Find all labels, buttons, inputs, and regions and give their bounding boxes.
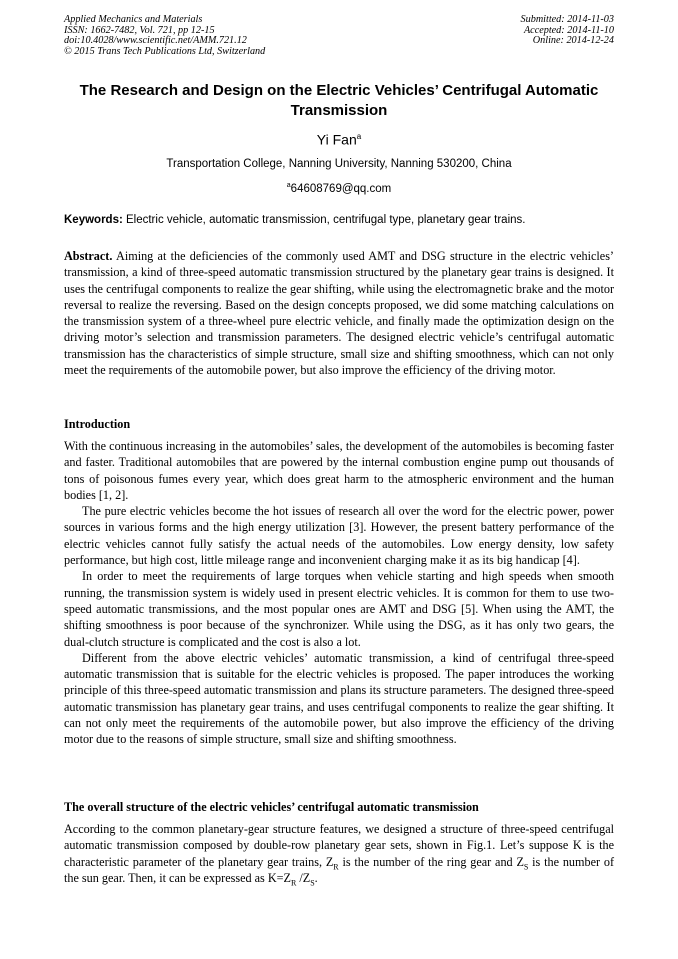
keywords (64, 213, 614, 228)
online-date: Online: 2014-12-24 (532, 35, 614, 47)
structure-body (64, 821, 614, 886)
paper-title: The Research and Design on the Electric Vehicles’ Centrifugal Automatic Transmission (79, 82, 599, 119)
structure-text: . (314, 870, 318, 885)
intro-paragraph: With the continuous increasing in the automobiles’ sales, the development of the automobiles is becoming faster and faster. Traditional automobiles that are powered by the internal combustion engine pump out thousands of tons of poisonous fumes every year, which does great harm to the atmospheric environment and the human bodies [1, 2]. (64, 439, 614, 502)
structure-text: is the number of the ring gear and Z (338, 854, 524, 869)
intro-paragraph: The pure electric vehicles become the hot issues of research all over the word for the electric power, power sources in various forms and the high energy utilization [3]. However, the present battery performance of the electric vehicles cannot fully satisfy the actual needs of the automobiles. Low energy density, low safety performance, but high cost, little mileage range and inconvenient charging make it as its big handicap [4]. (64, 504, 614, 568)
keywords-label: Keywords: (64, 214, 123, 226)
abstract (64, 248, 614, 378)
structure-text: is the number of the sun gear. Then, it can be expressed as K=Z (64, 854, 615, 885)
introduction-body (64, 438, 614, 748)
structure-paragraph (64, 821, 614, 886)
intro-paragraph: In order to meet the requirements of large torques when vehicle starting and high speeds when smooth running, the transmission system is widely used in present electric vehicles. It is common for them to use two-speed automatic transmissions, and the most popular ones are AMT and DSG [5]. When using the AMT, the shifting smoothness is poor because of the synchronizer. While using the DSG, as it has only two gears, the dual-clutch structure is complicated and the cost is also a lot. (64, 569, 614, 649)
keywords-text: Electric vehicle, automatic transmission, centrifugal type, planetary gear trains. (122, 214, 526, 226)
author-email (64, 178, 614, 197)
accepted-date: Accepted: 2014-11-10 (523, 24, 614, 36)
publication-dates (521, 15, 614, 47)
affiliation: Transportation College, Nanning University, Nanning 530200, China (166, 158, 512, 170)
introduction-heading: Introduction (64, 417, 131, 431)
author-affil-mark: a (356, 132, 362, 141)
journal-name: Applied Mechanics and Materials (64, 14, 203, 25)
email-address: 64608769@qq.com (290, 182, 392, 195)
structure-text: According to the common planetary-gear structure features, we designed a structure of three-speed centrifugal automatic transmission composed by double-row planetary gear sets, shown in Fig.1. Let’s suppose K is the characteristic parameter of the planetary gear trains, Z (64, 822, 614, 869)
issn-line: ISSN: 1662-7482, Vol. 721, pp 12-15 (64, 24, 215, 36)
subscript-s: S (523, 862, 529, 872)
copyright-line: © 2015 Trans Tech Publications Ltd, Switzerland (64, 45, 266, 57)
submitted-date: Submitted: 2014-11-03 (520, 14, 614, 25)
subscript-r: R (333, 862, 339, 872)
structure-heading: The overall structure of the electric vehicles’ centrifugal automatic transmission (64, 800, 479, 814)
journal-info (64, 15, 265, 57)
subscript-r: R (290, 878, 297, 888)
subscript-s: S (310, 878, 315, 888)
doi-line: doi:10.4028/www.scientific.net/AMM.721.12 (64, 35, 247, 47)
structure-text: /Z (296, 870, 311, 885)
author-name: Yi Fan (316, 131, 357, 148)
email-affil-mark: a (286, 182, 291, 189)
abstract-label: Abstract. (64, 249, 113, 263)
intro-paragraph: Different from the above electric vehicles’ automatic transmission, a kind of centrifugal three-speed automatic transmission that is suitable for the electric vehicles is proposed. The paper introduces the working principle of this three-speed automatic transmission and plans its structure parameters. The designed three-speed automatic transmission has planetary gear trains, and uses centrifugal components to realize the gear shifting. It can not only meet the requirements of the automobile power, but also improve the efficiency of the driving motor due to the reasons of simple structure, small size and shifting smoothness. (64, 650, 614, 747)
author (64, 128, 614, 149)
abstract-text: Aiming at the deficiencies of the commonly used AMT and DSG structure in the electric vehicles’ transmission, a kind of three-speed automatic transmission structured by the planetary gear trains is designed. It uses the centrifugal components to realize the gear shifting, while using the electromagnetic brake and the motor reversal to realize the reversing. Based on the design concepts proposed, we did some matching calculations on the transmission system of a three-wheel pure electric vehicle, and finally made the optimization design on the driving motor’s selection and transmission parameters. The designed electric vehicle’s centrifugal automatic transmission has the characteristics of simple structure, small size and shifting smoothness, which can not only meet the requirements of the automobile power, but also improve the efficiency of the driving motor. (64, 249, 614, 378)
